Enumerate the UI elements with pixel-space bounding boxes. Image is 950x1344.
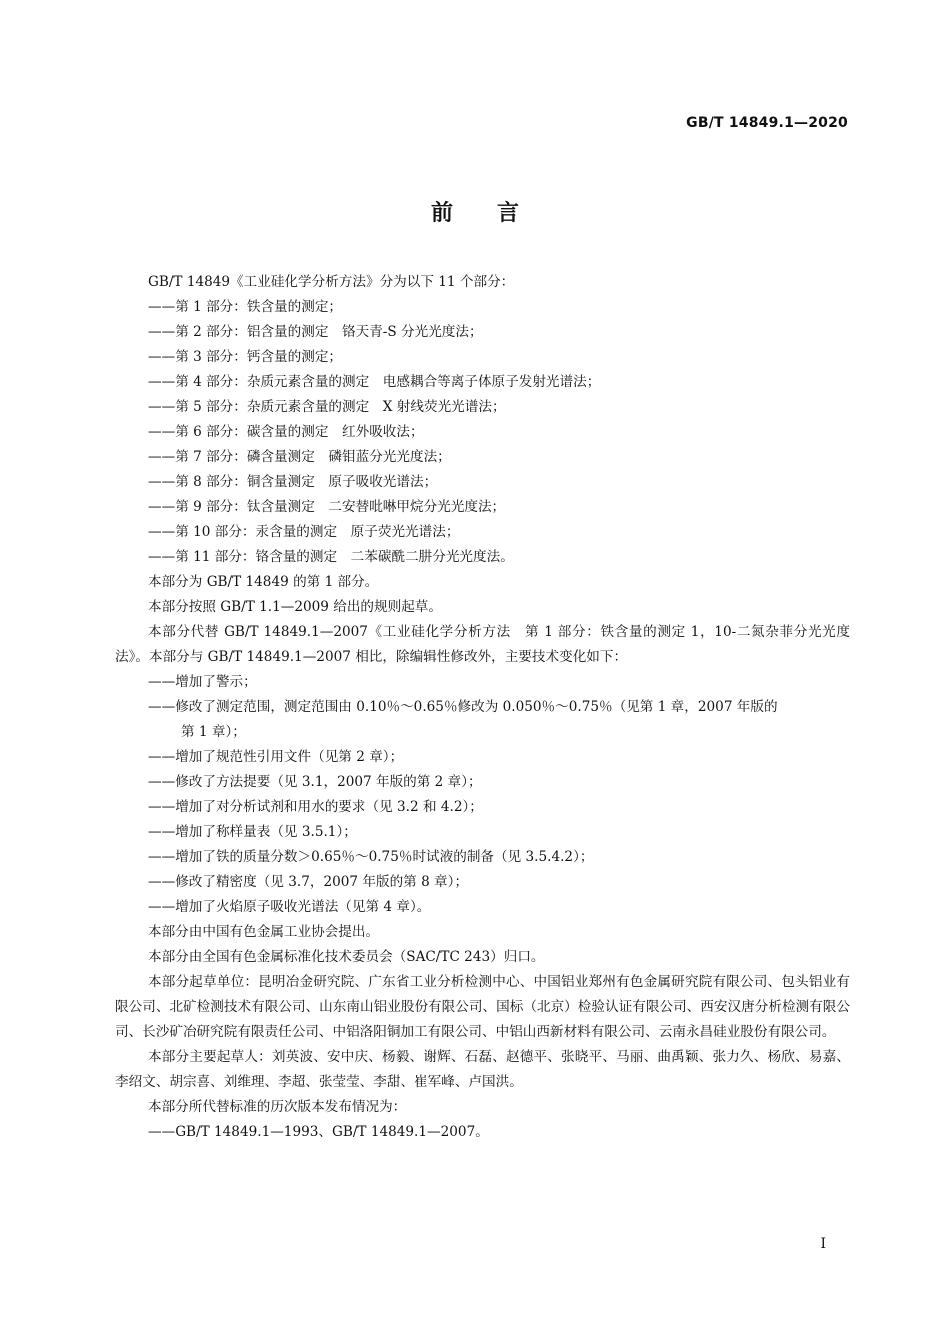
- paragraph-line: ——第 10 部分：汞含量的测定 原子荧光光谱法；: [148, 524, 460, 540]
- paragraph-line: ——第 4 部分：杂质元素含量的测定 电感耦合等离子体原子发射光谱法；: [148, 374, 601, 390]
- paragraph-line: ——第 1 部分：铁含量的测定；: [148, 299, 343, 315]
- paragraph-line: 本部分为 GB/T 14849 的第 1 部分。: [148, 574, 379, 590]
- paragraph-line: 本部分所代替标准的历次版本发布情况为：: [148, 1099, 407, 1115]
- paragraph-line: ——GB/T 14849.1—1993、GB/T 14849.1—2007。: [148, 1124, 489, 1140]
- paragraph-line: ——第 8 部分：铜含量测定 原子吸收光谱法；: [148, 474, 438, 490]
- paragraph-line: ——增加了称样量表（见 3.5.1）；: [148, 824, 357, 840]
- paragraph-line: 本部分代替 GB/T 14849.1—2007《工业硅化学分析方法 第 1 部分：铁含量的测定 1，10-二氮杂菲分光光度法》。本部分与 GB/T 14849.1—2007 相比，除编辑性修改外，主要技术变化如下：: [115, 624, 850, 665]
- paragraph-line: 本部分主要起草人：刘英波、安中庆、杨毅、谢辉、石磊、赵德平、张晓平、马丽、曲禹颖、张力久、杨欣、易嘉、李绍文、胡宗喜、刘维理、李超、张莹莹、李甜、崔军峰、卢国洪。: [115, 1049, 850, 1090]
- paragraph-line: ——第 11 部分：铬含量的测定 二苯碳酰二肼分光光度法。: [148, 549, 514, 565]
- paragraph-line: 第 1 章）；: [181, 724, 246, 740]
- paragraph-line: 本部分由全国有色金属标准化技术委员会（SAC/TC 243）归口。: [148, 949, 545, 965]
- paragraph-line: 本部分由中国有色金属工业协会提出。: [148, 924, 380, 940]
- paragraph-line: ——修改了测定范围，测定范围由 0.10％～0.65％修改为 0.050％～0.75％（见第 1 章，2007 年版的: [148, 699, 778, 715]
- document-body: [115, 270, 850, 1145]
- paragraph-line: 本部分起草单位：昆明冶金研究院、广东省工业分析检测中心、中国铝业郑州有色金属研究院有限公司、包头铝业有限公司、北矿检测技术有限公司、山东南山铝业股份有限公司、国标（北京）检验认证有限公司、西安汉唐分析检测有限公司、长沙矿冶研究院有限责任公司、中铝洛阳铜加工有限公司、中铝山西新材料有限公司、云南永昌硅业股份有限公司。: [115, 974, 850, 1040]
- paragraph-line: GB/T 14849《工业硅化学分析方法》分为以下 11 个部分：: [148, 274, 515, 290]
- paragraph-line: ——第 2 部分：铝含量的测定 铬天青-S 分光光度法；: [148, 324, 483, 340]
- paragraph-line: ——第 7 部分：磷含量测定 磷钼蓝分光光度法；: [148, 449, 451, 465]
- paragraph-line: 本部分按照 GB/T 1.1—2009 给出的规则起草。: [148, 599, 442, 615]
- paragraph-line: ——修改了精密度（见 3.7，2007 年版的第 8 章）；: [148, 874, 469, 890]
- paragraph-line: ——第 5 部分：杂质元素含量的测定 X 射线荧光光谱法；: [148, 399, 506, 415]
- standard-code: GB/T 14849.1—2020: [686, 115, 848, 131]
- paragraph-line: ——第 3 部分：钙含量的测定；: [148, 349, 343, 365]
- page-number: I: [820, 1236, 826, 1252]
- paragraph-line: ——第 6 部分：碳含量的测定 红外吸收法；: [148, 424, 424, 440]
- paragraph-line: ——增加了对分析试剂和用水的要求（见 3.2 和 4.2）；: [148, 799, 483, 815]
- paragraph-line: ——修改了方法提要（见 3.1，2007 年版的第 2 章）；: [148, 774, 482, 790]
- paragraph-line: ——第 9 部分：钛含量测定 二安替吡啉甲烷分光光度法；: [148, 499, 506, 515]
- paragraph-line: ——增加了警示；: [148, 674, 257, 690]
- paragraph-line: ——增加了火焰原子吸收光谱法（见第 4 章）。: [148, 899, 431, 915]
- paragraph-line: ——增加了铁的质量分数＞0.65％～0.75％时试液的制备（见 3.5.4.2）；: [148, 849, 594, 865]
- paragraph-line: ——增加了规范性引用文件（见第 2 章）；: [148, 749, 404, 765]
- page-title: 前言: [430, 201, 563, 226]
